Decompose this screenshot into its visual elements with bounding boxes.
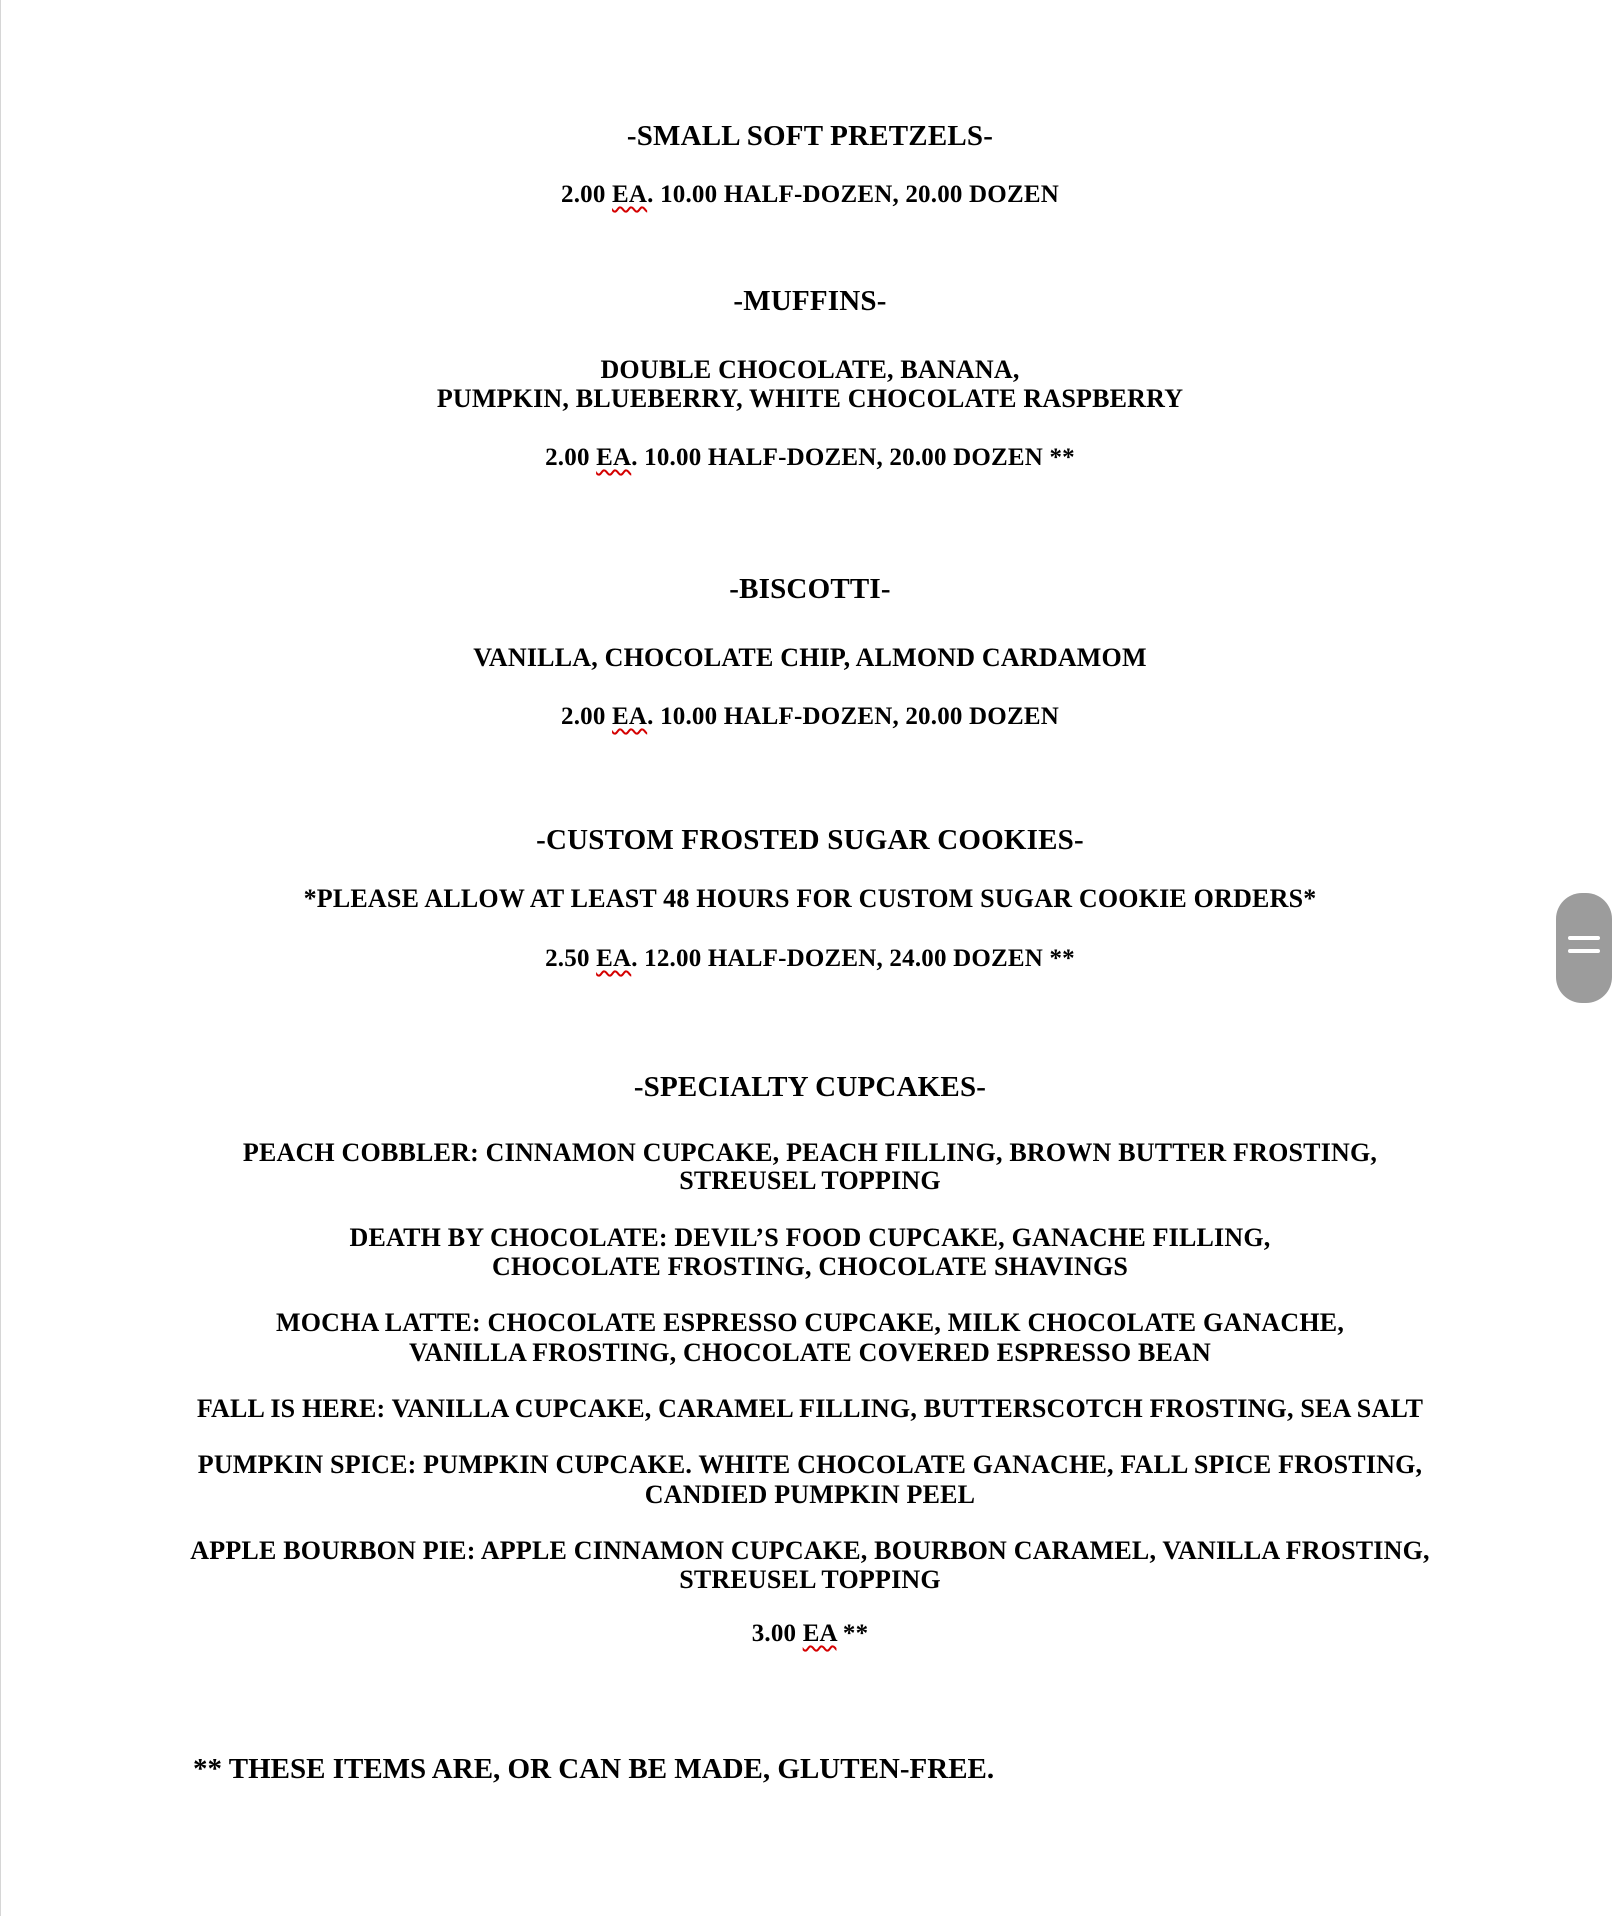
cupcakes-heading: -SPECIALTY CUPCAKES- <box>633 1071 987 1103</box>
muffins-heading: -MUFFINS- <box>733 285 887 317</box>
biscotti-price <box>0 703 1620 731</box>
cookies-notice: *PLEASE ALLOW AT LEAST 48 HOURS FOR CUSTOM SUGAR COOKIE ORDERS* <box>303 884 1317 913</box>
cupcake-item-line-2: STREUSEL TOPPING <box>679 1565 941 1594</box>
muffins-price-amount: 2.00 <box>545 444 597 471</box>
cupcake-item-line-1: PEACH COBBLER: CINNAMON CUPCAKE, PEACH FILLING, BROWN BUTTER FROSTING, <box>242 1138 1378 1167</box>
cupcake-item-line-2: CHOCOLATE FROSTING, CHOCOLATE SHAVINGS <box>491 1252 1129 1281</box>
spellcheck-flagged-word[interactable]: EA <box>596 444 632 471</box>
cupcake-item-line-1: FALL IS HERE: VANILLA CUPCAKE, CARAMEL FILLING, BUTTERSCOTCH FROSTING, SEA SALT <box>196 1394 1424 1423</box>
pretzels-heading: -SMALL SOFT PRETZELS- <box>626 120 994 152</box>
cookies-price-amount: 2.50 <box>545 945 597 972</box>
biscotti-flavors: VANILLA, CHOCOLATE CHIP, ALMOND CARDAMOM <box>473 643 1147 672</box>
spellcheck-flagged-word[interactable]: EA <box>612 703 648 730</box>
cupcakes-price <box>0 1620 1620 1648</box>
spellcheck-flagged-word[interactable]: EA <box>802 1620 837 1647</box>
muffins-price <box>0 444 1620 472</box>
spellcheck-flagged-word[interactable]: EA <box>596 945 632 972</box>
cupcake-item-line-2: STREUSEL TOPPING <box>679 1166 941 1195</box>
cupcakes-price-amount: 3.00 <box>751 1620 803 1647</box>
spellcheck-flagged-word[interactable]: EA <box>612 181 648 208</box>
cookies-price <box>0 945 1620 973</box>
scroll-handle[interactable] <box>1556 893 1612 1003</box>
cupcake-item-line-1: APPLE BOURBON PIE: APPLE CINNAMON CUPCAKE, BOURBON CARAMEL, VANILLA FROSTING, <box>190 1536 1430 1565</box>
cupcake-item-line-1: MOCHA LATTE: CHOCOLATE ESPRESSO CUPCAKE, MILK CHOCOLATE GANACHE, <box>275 1308 1345 1337</box>
grip-line-icon <box>1568 949 1600 953</box>
gluten-free-footnote: ** THESE ITEMS ARE, OR CAN BE MADE, GLUTEN-FREE. <box>193 1753 995 1785</box>
muffins-price-rest: . 10.00 HALF-DOZEN, 20.00 DOZEN ** <box>631 444 1075 471</box>
pretzels-price-rest: . 10.00 HALF-DOZEN, 20.00 DOZEN <box>647 181 1059 208</box>
biscotti-price-rest: . 10.00 HALF-DOZEN, 20.00 DOZEN <box>647 703 1059 730</box>
biscotti-price-amount: 2.00 <box>561 703 613 730</box>
grip-line-icon <box>1568 936 1600 940</box>
cupcake-item-line-1: DEATH BY CHOCOLATE: DEVIL’S FOOD CUPCAKE, GANACHE FILLING, <box>349 1223 1271 1252</box>
muffins-flavors-line-1: DOUBLE CHOCOLATE, BANANA, <box>600 355 1020 384</box>
pretzels-price-amount: 2.00 <box>561 181 613 208</box>
cupcake-item-line-1: PUMPKIN SPICE: PUMPKIN CUPCAKE. WHITE CHOCOLATE GANACHE, FALL SPICE FROSTING, <box>197 1450 1423 1479</box>
cupcake-item-line-2: VANILLA FROSTING, CHOCOLATE COVERED ESPRESSO BEAN <box>408 1338 1211 1367</box>
cookies-heading: -CUSTOM FROSTED SUGAR COOKIES- <box>536 824 1084 856</box>
biscotti-heading: -BISCOTTI- <box>729 573 891 605</box>
cupcakes-price-rest: ** <box>836 1620 869 1647</box>
pretzels-price <box>0 181 1620 209</box>
cupcake-item-line-2: CANDIED PUMPKIN PEEL <box>644 1480 976 1509</box>
muffins-flavors-line-2: PUMPKIN, BLUEBERRY, WHITE CHOCOLATE RASPBERRY <box>436 384 1184 413</box>
cookies-price-rest: . 12.00 HALF-DOZEN, 24.00 DOZEN ** <box>631 945 1075 972</box>
